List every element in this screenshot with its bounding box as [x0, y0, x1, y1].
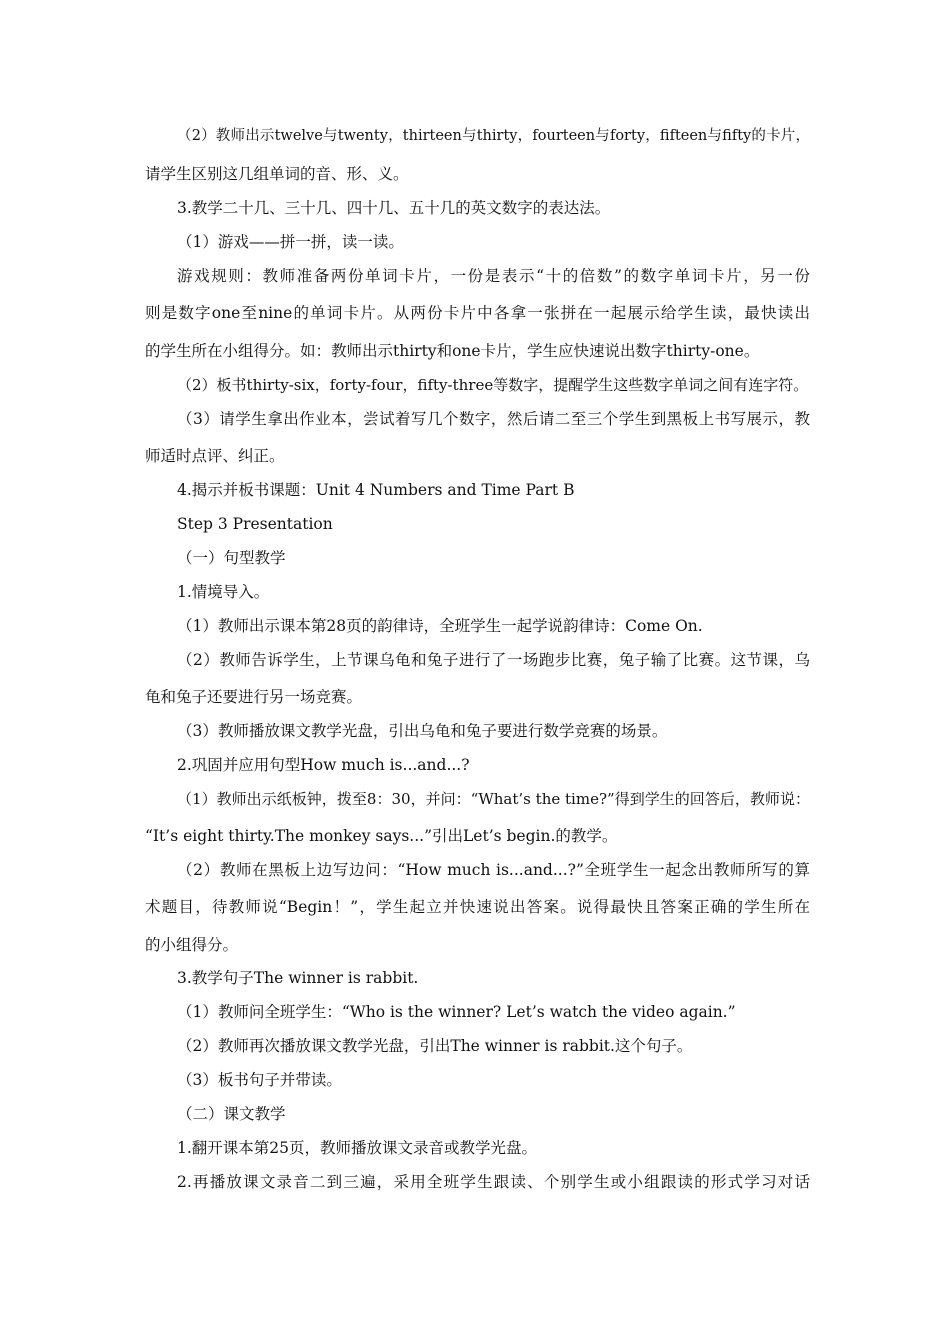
text-line: （2）教师出示twelve与twenty，thirteen与thirty，fourteen与forty，fifteen与fifty的卡片， — [177, 128, 810, 144]
text-line: （2）教师在黑板上边写边问：“How much is...and...?”全班学生一起念出教师所写的算 — [177, 861, 810, 879]
text-line: 2.巩固并应用句型How much is...and...? — [177, 756, 470, 774]
text-line: 术题目，待教师说“Begin！”，学生起立并快速说出答案。说得最快且答案正确的学生所在 — [145, 898, 810, 916]
text-line: （2）教师再次播放课文教学光盘，引出The winner is rabbit.这个句子。 — [177, 1037, 693, 1055]
text-line: （1）教师问全班学生：“Who is the winner? Let’s watch the video again.” — [177, 1003, 736, 1021]
text-line: 游戏规则：教师准备两份单词卡片，一份是表示“十的倍数”的数字单词卡片，另一份 — [177, 267, 810, 285]
text-line: （一）句型教学 — [177, 549, 286, 567]
text-line: 3.教学二十几、三十几、四十几、五十几的英文数字的表达法。 — [177, 199, 611, 217]
text-line: Step 3 Presentation — [177, 515, 333, 533]
text-line: （3）请学生拿出作业本，尝试着写几个数字，然后请二至三个学生到黑板上书写展示，教 — [177, 410, 810, 428]
text-line: 2.再播放课文录音二到三遍，采用全班学生跟读、个别学生或小组跟读的形式学习对话 — [177, 1173, 810, 1191]
text-line: （2）教师告诉学生，上节课乌龟和兔子进行了一场跑步比赛，兔子输了比赛。这节课，乌 — [177, 651, 810, 669]
text-line: （3）教师播放课文教学光盘，引出乌龟和兔子要进行数学竞赛的场景。 — [177, 722, 668, 740]
text-line: 则是数字one至nine的单词卡片。从两份卡片中各拿一张拼在一起展示给学生读，最快读出 — [145, 304, 810, 322]
text-line: 1.翻开课本第25页，教师播放课文录音或教学光盘。 — [177, 1139, 538, 1157]
text-line: 4.揭示并板书课题：Unit 4 Numbers and Time Part B — [177, 481, 575, 499]
text-line: 师适时点评、纠正。 — [145, 447, 285, 465]
text-line: （1）教师出示纸板钟，拨至8：30，并问：“What’s the time?”得到学生的回答后，教师说： — [177, 790, 810, 808]
text-line: （2）板书thirty-six，forty-four，fifty-three等数字，提醒学生这些数字单词之间有连字符。 — [177, 376, 809, 394]
text-line: 的学生所在小组得分。如：教师出示thirty和one卡片，学生应快速说出数字thirty-one。 — [145, 342, 760, 360]
text-line: （二）课文教学 — [177, 1105, 286, 1123]
text-line: “It’s eight thirty.The monkey says...”引出Let’s begin.的教学。 — [145, 827, 618, 845]
text-line: 请学生区别这几组单词的音、形、义。 — [145, 165, 409, 183]
text-line: 龟和兔子还要进行另一场竞赛。 — [145, 688, 363, 706]
text-line: 的小组得分。 — [145, 936, 239, 954]
text-line: 1.情境导入。 — [177, 583, 270, 601]
text-line: （1）游戏——拼一拼，读一读。 — [177, 233, 404, 251]
text-line: 3.教学句子The winner is rabbit. — [177, 969, 419, 987]
text-line: （1）教师出示课本第28页的韵律诗，全班学生一起学说韵律诗：Come On. — [177, 617, 703, 635]
text-line: （3）板书句子并带读。 — [177, 1071, 342, 1089]
